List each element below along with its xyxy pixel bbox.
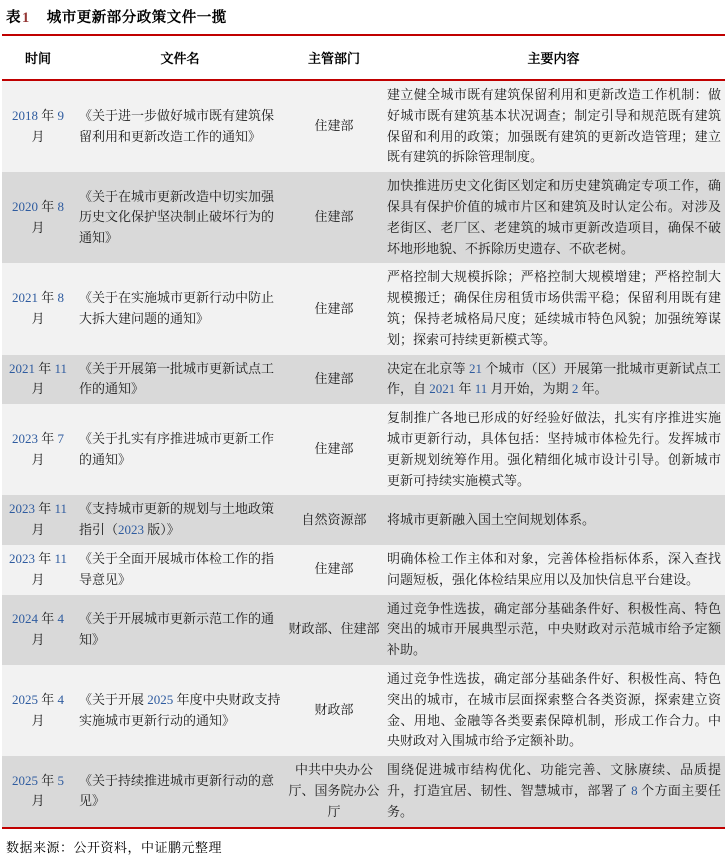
digit-accent: 4 — [57, 691, 64, 707]
digit-accent: 8 — [57, 198, 64, 214]
digit-accent: 8 — [57, 290, 64, 306]
table-caption-text: 城市更新部分政策文件一揽 — [46, 10, 227, 26]
digit-accent: 5 — [57, 772, 64, 788]
column-header-time: 时间 — [2, 35, 74, 80]
cell-department: 财政部 — [314, 702, 354, 718]
cell-file-name: 《关于进一步做好城市既有建筑保留利用和更新改造工作的通知》 — [79, 107, 275, 144]
digit-accent: 2020 — [11, 198, 38, 214]
cell-time: 2023 年 7 月 — [11, 430, 64, 467]
policy-table — [2, 34, 725, 829]
cell-main-content: 通过竞争性选拔，确定部分基础条件好、积极性高、特色突出的城市，在城市层面探索整合各类资源，探索建立资金、用地、金融等各类要素保障机制，形成工作合力。中央财政对入围城市给予定额补助。 — [387, 670, 721, 749]
column-header-file: 文件名 — [74, 35, 286, 80]
cell-file-name: 《关于开展 2025 年度中央财政支持实施城市更新行动的通知》 — [79, 691, 281, 728]
cell-file-name: 《关于开展城市更新示范工作的通知》 — [79, 610, 275, 647]
cell-file-name: 《关于全面开展城市体检工作的指导意见》 — [79, 550, 275, 587]
header-row — [2, 35, 725, 80]
cell-department: 住建部 — [314, 209, 354, 225]
table-row — [2, 595, 725, 665]
data-source-note: 数据来源：公开资料，中证鹏元整理 — [6, 839, 223, 855]
cell-time: 2025 年 4 月 — [11, 691, 64, 728]
cell-time: 2024 年 4 月 — [11, 610, 64, 647]
table-row — [2, 80, 725, 172]
digit-accent: 11 — [54, 360, 68, 376]
cell-file-name: 《关于持续推进城市更新行动的意见》 — [79, 772, 275, 809]
cell-main-content: 决定在北京等 21 个城市（区）开展第一批城市更新试点工作，自 2021 年 11 月开始，为期 2 年。 — [387, 360, 721, 397]
cell-file-name: 《关于在实施城市更新行动中防止大拆大建问题的通知》 — [79, 290, 275, 326]
digit-accent: 2023 — [118, 522, 145, 538]
table-row — [2, 172, 725, 263]
cell-time: 2018 年 9 月 — [11, 107, 64, 144]
cell-main-content: 加快推进历史文化街区划定和历史建筑确定专项工作，确保具有保护价值的城市片区和建筑及时认定公布。对涉及老街区、老厂区、老建筑的城市更新改造项目，确保不破坏地形地貌、不拆除历史遗存、不砍老树。 — [387, 178, 721, 256]
cell-main-content: 将城市更新融入国土空间规划体系。 — [387, 511, 596, 527]
digit-accent: 2023 — [8, 550, 35, 566]
digit-accent: 2024 — [11, 610, 38, 626]
cell-department: 住建部 — [314, 370, 354, 386]
table-row — [2, 756, 725, 827]
table-caption-number: 1 — [22, 10, 30, 26]
digit-accent: 2023 — [8, 501, 35, 517]
cell-department: 财政部、住建部 — [288, 621, 380, 637]
digit-accent: 21 — [468, 360, 482, 376]
cell-department: 自然资源部 — [301, 511, 367, 527]
digit-accent: 2025 — [147, 691, 174, 707]
cell-main-content: 复制推广各地已形成的好经验好做法，扎实有序推进实施城市更新行动，具体包括：坚持城市体检先行。发挥城市更新规划统筹作用。强化精细化城市设计引导。创新城市更新可持续实施模式等。 — [387, 410, 721, 488]
cell-time: 2023 年 11 月 — [8, 501, 68, 538]
digit-accent: 2021 — [8, 360, 35, 376]
table-row — [2, 404, 725, 495]
table-row — [2, 665, 725, 756]
digit-accent: 2 — [571, 381, 579, 397]
cell-main-content: 围绕促进城市结构优化、功能完善、文脉赓续、品质提升，打造宜居、韧性、智慧城市，部署了 8 个方面主要任务。 — [387, 762, 721, 819]
table-caption — [0, 0, 727, 34]
cell-time: 2021 年 11 月 — [8, 360, 68, 397]
column-header-dept: 主管部门 — [286, 35, 382, 80]
cell-time: 2020 年 8 月 — [11, 198, 64, 235]
cell-department: 中共中央办公厅、国务院办公厅 — [288, 762, 380, 819]
column-header-content: 主要内容 — [382, 35, 725, 80]
table-body — [2, 80, 725, 828]
digit-accent: 2021 — [11, 290, 38, 306]
digit-accent: 9 — [57, 107, 64, 123]
digit-accent: 2018 — [11, 107, 38, 123]
cell-main-content: 通过竞争性选拔，确定部分基础条件好、积极性高、特色突出的城市开展典型示范，中央财政对示范城市给予定额补助。 — [387, 600, 721, 658]
digit-accent: 11 — [54, 501, 68, 517]
cell-time: 2021 年 8 月 — [11, 290, 64, 326]
digit-accent: 8 — [631, 782, 638, 798]
cell-file-name: 《关于开展第一批城市更新试点工作的通知》 — [79, 360, 275, 397]
digit-accent: 2023 — [11, 430, 38, 446]
table-row — [2, 545, 725, 595]
digit-accent: 2021 — [429, 381, 456, 397]
table-row — [2, 495, 725, 545]
cell-file-name: 《支持城市更新的规划与土地政策指引（2023 版）》 — [79, 501, 275, 538]
cell-file-name: 《关于扎实有序推进城市更新工作的通知》 — [79, 430, 275, 467]
cell-main-content: 建立健全城市既有建筑保留利用和更新改造工作机制：做好城市既有建筑基本状况调查；制定引导和规范既有建筑保留和利用的政策；加强既有建筑的更新改造管理；建立既有建筑的拆除管理制度。 — [387, 87, 721, 165]
cell-time: 2025 年 5 月 — [11, 772, 64, 809]
table-header — [2, 35, 725, 80]
cell-department: 住建部 — [314, 300, 354, 316]
cell-main-content: 严格控制大规模拆除；严格控制大规模增建；严格控制大规模搬迁；确保住房租赁市场供需平稳；保留利用既有建筑；保持老城格局尺度；延续城市特色风貌；加强统筹谋划；探索可持续更新模式等。 — [387, 269, 721, 347]
digit-accent: 2025 — [11, 691, 38, 707]
cell-main-content: 明确体检工作主体和对象，完善体检指标体系，深入查找问题短板，强化体检结果应用以及加快信息平台建设。 — [387, 550, 721, 587]
digit-accent: 11 — [54, 550, 68, 566]
cell-department: 住建部 — [314, 441, 354, 457]
cell-department: 住建部 — [314, 561, 354, 577]
cell-file-name: 《关于在城市更新改造中切实加强历史文化保护坚决制止破坏行为的通知》 — [79, 188, 275, 246]
table-row — [2, 263, 725, 354]
cell-department: 住建部 — [314, 118, 354, 134]
digit-accent: 2025 — [11, 772, 38, 788]
cell-time: 2023 年 11 月 — [8, 550, 68, 587]
digit-accent: 7 — [57, 430, 64, 446]
table-row — [2, 355, 725, 405]
table-caption-label: 表 — [6, 10, 21, 26]
digit-accent: 4 — [57, 610, 64, 626]
digit-accent: 11 — [474, 381, 488, 397]
